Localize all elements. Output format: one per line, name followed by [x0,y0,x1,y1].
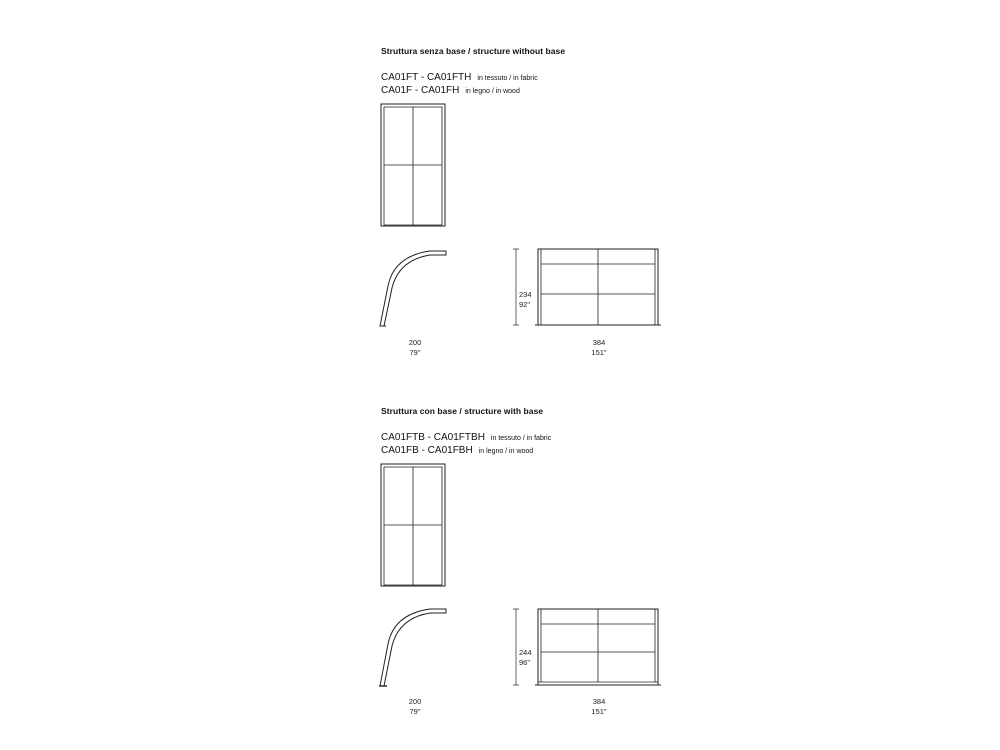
side-view-drawing [378,248,450,328]
front-height-in: 92" [519,300,531,309]
side-width-in: 79" [409,348,421,357]
side-width-in: 79" [409,707,421,716]
side-view-dimension [397,697,433,717]
front-view-height-dimension [519,648,532,668]
product-material: in tessuto / in fabric [477,75,538,82]
front-height-cm: 234 [519,290,532,299]
front-view-drawing [513,606,663,688]
product-line [381,83,520,98]
front-width-cm: 384 [592,338,606,347]
product-line [381,443,533,458]
product-code: CA01FB - CA01FBH [381,445,473,456]
side-view-dimension [397,338,433,358]
product-code: CA01F - CA01FH [381,85,460,96]
front-width-cm: 384 [592,697,606,706]
side-width-cm: 200 [408,338,422,347]
plan-view-drawing [380,103,446,227]
side-width-cm: 200 [408,697,422,706]
plan-view-drawing [380,463,446,587]
front-view-width-dimension [579,697,619,717]
product-material: in legno / in wood [478,448,534,455]
product-material: in tessuto / in fabric [490,435,552,442]
front-width-in: 151" [591,707,607,716]
front-view-drawing [513,246,663,328]
section-title-with-base: Struttura con base / structure with base [381,406,544,416]
front-width-in: 151" [591,348,607,357]
side-view-drawing [378,606,450,688]
front-height-cm: 244 [519,648,532,657]
product-code: CA01FTB - CA01FTBH [381,432,485,443]
product-material: in legno / in wood [465,88,520,95]
section-title-without-base: Struttura senza base / structure without base [381,46,566,56]
front-height-in: 96" [519,658,531,667]
front-view-width-dimension [579,338,619,358]
front-view-height-dimension [519,290,532,310]
product-code: CA01FT - CA01FTH [381,72,472,83]
